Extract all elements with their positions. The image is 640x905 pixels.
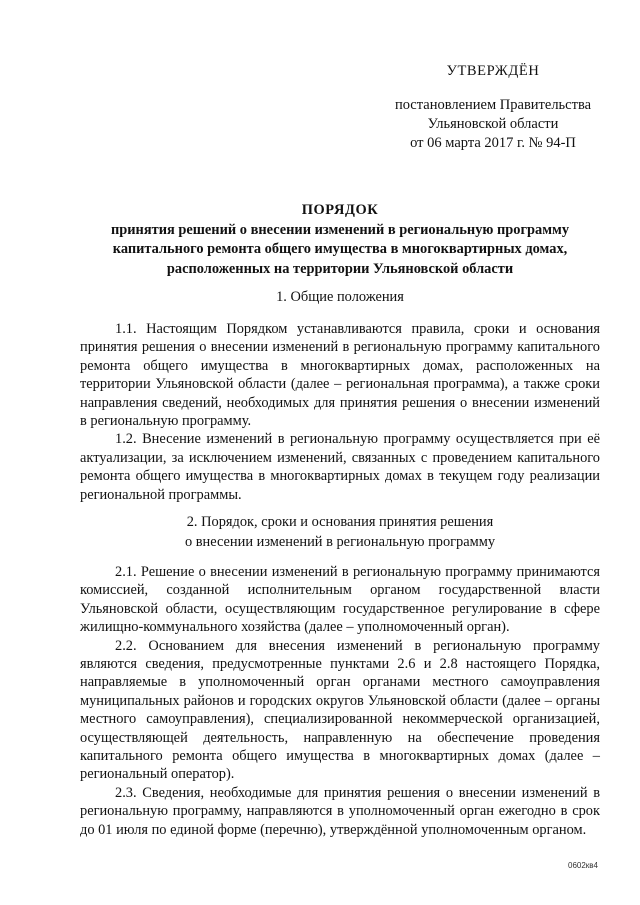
document-title-subtitle: принятия решений о внесении изменений в региональную программу капитального ремонта общего имущества в многоквартирных домах, расположенных на территории Ульяновской области bbox=[110, 221, 570, 277]
paragraph-2-2: 2.2. Основанием для внесения изменений в региональную программу являются сведения, предусмотренные пунктами 2.6 и 2.8 настоящего Порядка, направляемые в уполномоченный орган органами местного самоуправления муниципальных районов и городских округов Ульяновской области (далее – органы местного самоуправления), специализированной некоммерческой организацией, осуществляющей деятельность, направленную на обеспечение проведения капитального ремонта общего имущества в многоквартирных домах (далее – региональный оператор). bbox=[80, 637, 600, 783]
section-1-body bbox=[80, 320, 600, 504]
document-title bbox=[80, 201, 600, 279]
approval-line-1: постановлением Правительства bbox=[394, 97, 592, 113]
section-2-heading bbox=[80, 512, 600, 552]
paragraph-1-1: 1.1. Настоящим Порядком устанавливаются правила, сроки и основания принятия решения о внесении изменений в региональную программу капитального ремонта общего имущества в многоквартирных домах, расположенных на территории Ульяновской области (далее – региональная программа), а также сроки направления сведений, необходимых для принятия решения о внесении изменений в региональную программу. bbox=[80, 321, 600, 430]
paragraph-2-3: 2.3. Сведения, необходимые для принятия решения о внесении изменений в региональную программу, направляются в уполномоченный орган ежегодно в срок до 01 июля по единой форме (перечню), утверждённой уполномоченным органом. bbox=[80, 784, 600, 838]
approval-title: УТВЕРЖДЁН bbox=[446, 63, 540, 79]
document-title-main: ПОРЯДОК bbox=[301, 202, 379, 218]
approval-stamp bbox=[375, 62, 611, 153]
section-2-heading-line-1: 2. Порядок, сроки и основания принятия решения bbox=[186, 514, 494, 530]
footer-document-code: 0602кв4 bbox=[568, 861, 598, 870]
approval-line-3: от 06 марта 2017 г. № 94-П bbox=[410, 135, 576, 151]
section-2-heading-line-2: о внесении изменений в региональную программу bbox=[184, 534, 496, 550]
paragraph-1-2: 1.2. Внесение изменений в региональную программу осуществляется при её актуализации, за исключением изменений, связанных с проведением капитального ремонта общего имущества в многоквартирных домах в текущем году реализации региональной программы. bbox=[80, 431, 600, 503]
approval-line-2: Ульяновской области bbox=[427, 116, 559, 132]
paragraph-2-1: 2.1. Решение о внесении изменений в региональную программу принимаются комиссией, созданной исполнительным органом государственной власти Ульяновской области, осуществляющим государственное регулирование в сфере жилищно-коммунального хозяйства (далее – уполномоченный орган). bbox=[80, 564, 600, 636]
section-2-body bbox=[80, 563, 600, 839]
section-1-heading: 1. Общие положения bbox=[276, 289, 404, 305]
